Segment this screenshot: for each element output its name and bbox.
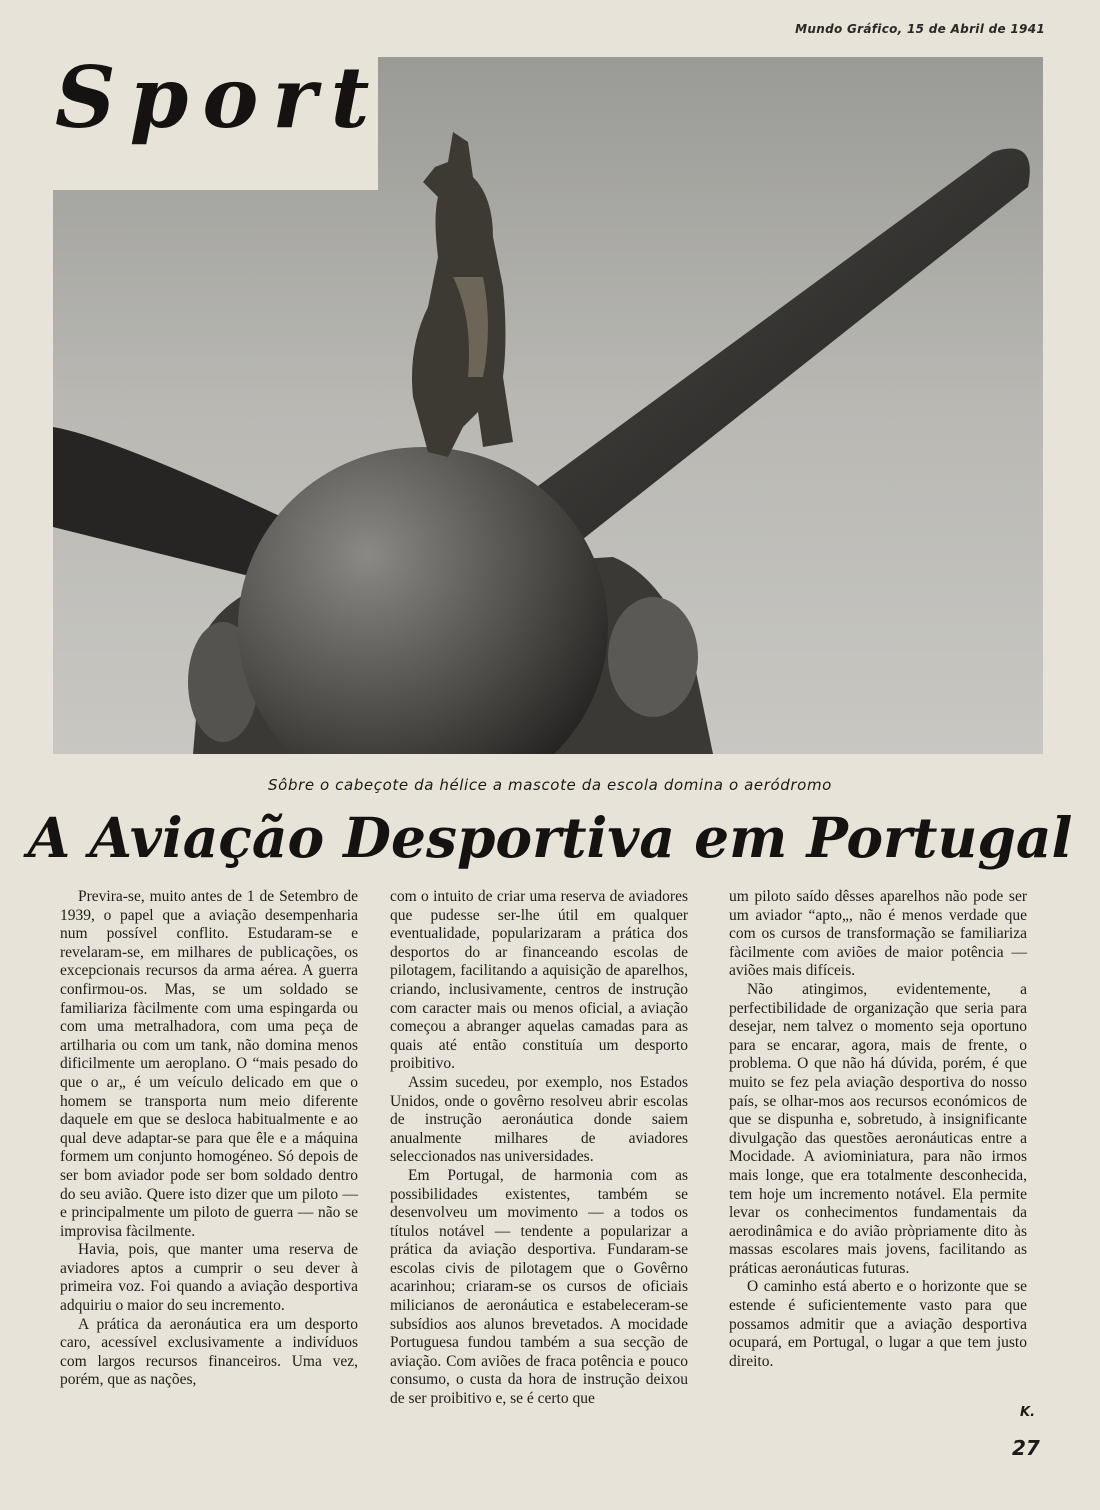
paragraph: Em Portugal, de harmonia com as possibilidades existentes, também se desenvolveu um movimento — a todos os títulos notável — tendente a popularizar a prática da aviação desportiva. Fundaram-se escolas civis de pilotagem que o Govêrno acarinhou; criaram-se os cursos de oficiais milicianos de aeronáutica e estabeleceram-se subsídios aos alunos brevetados. A mocidade Portuguesa fundou também a sua secção de aviação. Com aviões de fraca potência e pouco consumo, o custa da hora de instrução deixou de ser proibitivo e, se é certo que [390, 1166, 688, 1408]
photo-caption: Sôbre o cabeçote da hélice a mascote da escola domina o aeródromo [268, 776, 832, 794]
paragraph: A prática da aeronáutica era um desporto caro, acessível exclusivamente a indivíduos com largos recursos financeiros. Uma vez, porém, que as nações, [60, 1315, 358, 1389]
issue-header: Mundo Gráfico, 15 de Abril de 1941 [795, 22, 1045, 36]
author-signature: K. [1020, 1405, 1036, 1420]
paragraph: com o intuito de criar uma reserva de aviadores que pudesse ser-lhe útil em qualquer eventualidade, popularizaram a prática dos desportos do ar financeando escolas de pilotagem, facilitando a aquisição de aparelhos, criando, inclusivamente, centros de instrução com caracter mais ou menos oficial, a aviação começou a abranger aquelas camadas para as quais até então constituía um desporto proibitivo. [390, 888, 688, 1073]
section-title: Sport [55, 48, 384, 147]
paragraph: Não atingimos, evidentemente, a perfectibilidade de organização que seria para desejar, nem talvez o momento seja oportuno para se encarar, agora, mais de frente, o problema. O que não há dúvida, porém, é que muito se fez pela aviação desportiva do nosso país, se olhar-mos aos recursos económicos de que se dispunha e, sobretudo, à insignificante divulgação das questões aeronáuticas entre a Mocidade. A aviominiatura, para não irmos mais longe, que era totalmente desconhecida, tem hoje um incremento notável. Ela permite levar os conhecimentos fundamentais da aerodinâmica e do avião pròpriamente dito às massas escolares mais jovens, facilitando as práticas aeronáuticas futuras. [729, 980, 1027, 1277]
article-headline: A Aviação Desportiva em Portugal [27, 805, 1073, 870]
page-number: 27 [1012, 1436, 1040, 1460]
paragraph: Previra-se, muito antes de 1 de Setembro de 1939, o papel que a aviação desempenharia num possível conflito. Estudaram-se e revelaram-se, em milhares de publicações, os excepcionais recursos da arma aérea. A guerra confirmou-os. Mas, se um soldado se familiariza fàcilmente com uma espingarda ou com uma metralhadora, com uma peça de artilharia ou com um tank, não domina menos dificilmente um aeroplano. O “mais pesado do que o ar„ é um veículo delicado em que o homem se transporta num meio diferente daquele em que se desloca habitualmente e ao qual deve adaptar-se para que êle e a máquina formem um conjunto homogéneo. Só depois de ser bom aviador pode ser bom soldado dentro do seu avião. Quere isto dizer que um piloto — e principalmente um piloto de guerra — não se improvisa fàcilmente. [60, 888, 358, 1240]
paragraph: Havia, pois, que manter uma reserva de aviadores aptos a cumprir o seu dever à primeira voz. Foi quando a aviação desportiva adquiriu o maior do seu incremento. [60, 1241, 358, 1315]
paragraph: O caminho está aberto e o horizonte que se estende é suficientemente vasto para que possamos admitir que a aviação desportiva ocupará, em Portugal, o lugar a que tem justo direito. [729, 1278, 1027, 1370]
article-column-3 [729, 888, 1027, 1371]
paragraph: Assim sucedeu, por exemplo, nos Estados Unidos, onde o govêrno resolveu abrir escolas de instrução aeronáutica donde saiem anualmente milhares de aviadores seleccionados nas universidades. [390, 1073, 688, 1166]
article-column-1 [60, 888, 358, 1390]
cylinder-right [608, 597, 698, 717]
paragraph: um piloto saído dêsses aparelhos não pode ser um aviador “apto„, não é menos verdade que com os cursos de transformação se familiariza fàcilmente com aviões de maior potência — aviões mais difíceis. [729, 888, 1027, 980]
article-column-2 [390, 888, 688, 1409]
